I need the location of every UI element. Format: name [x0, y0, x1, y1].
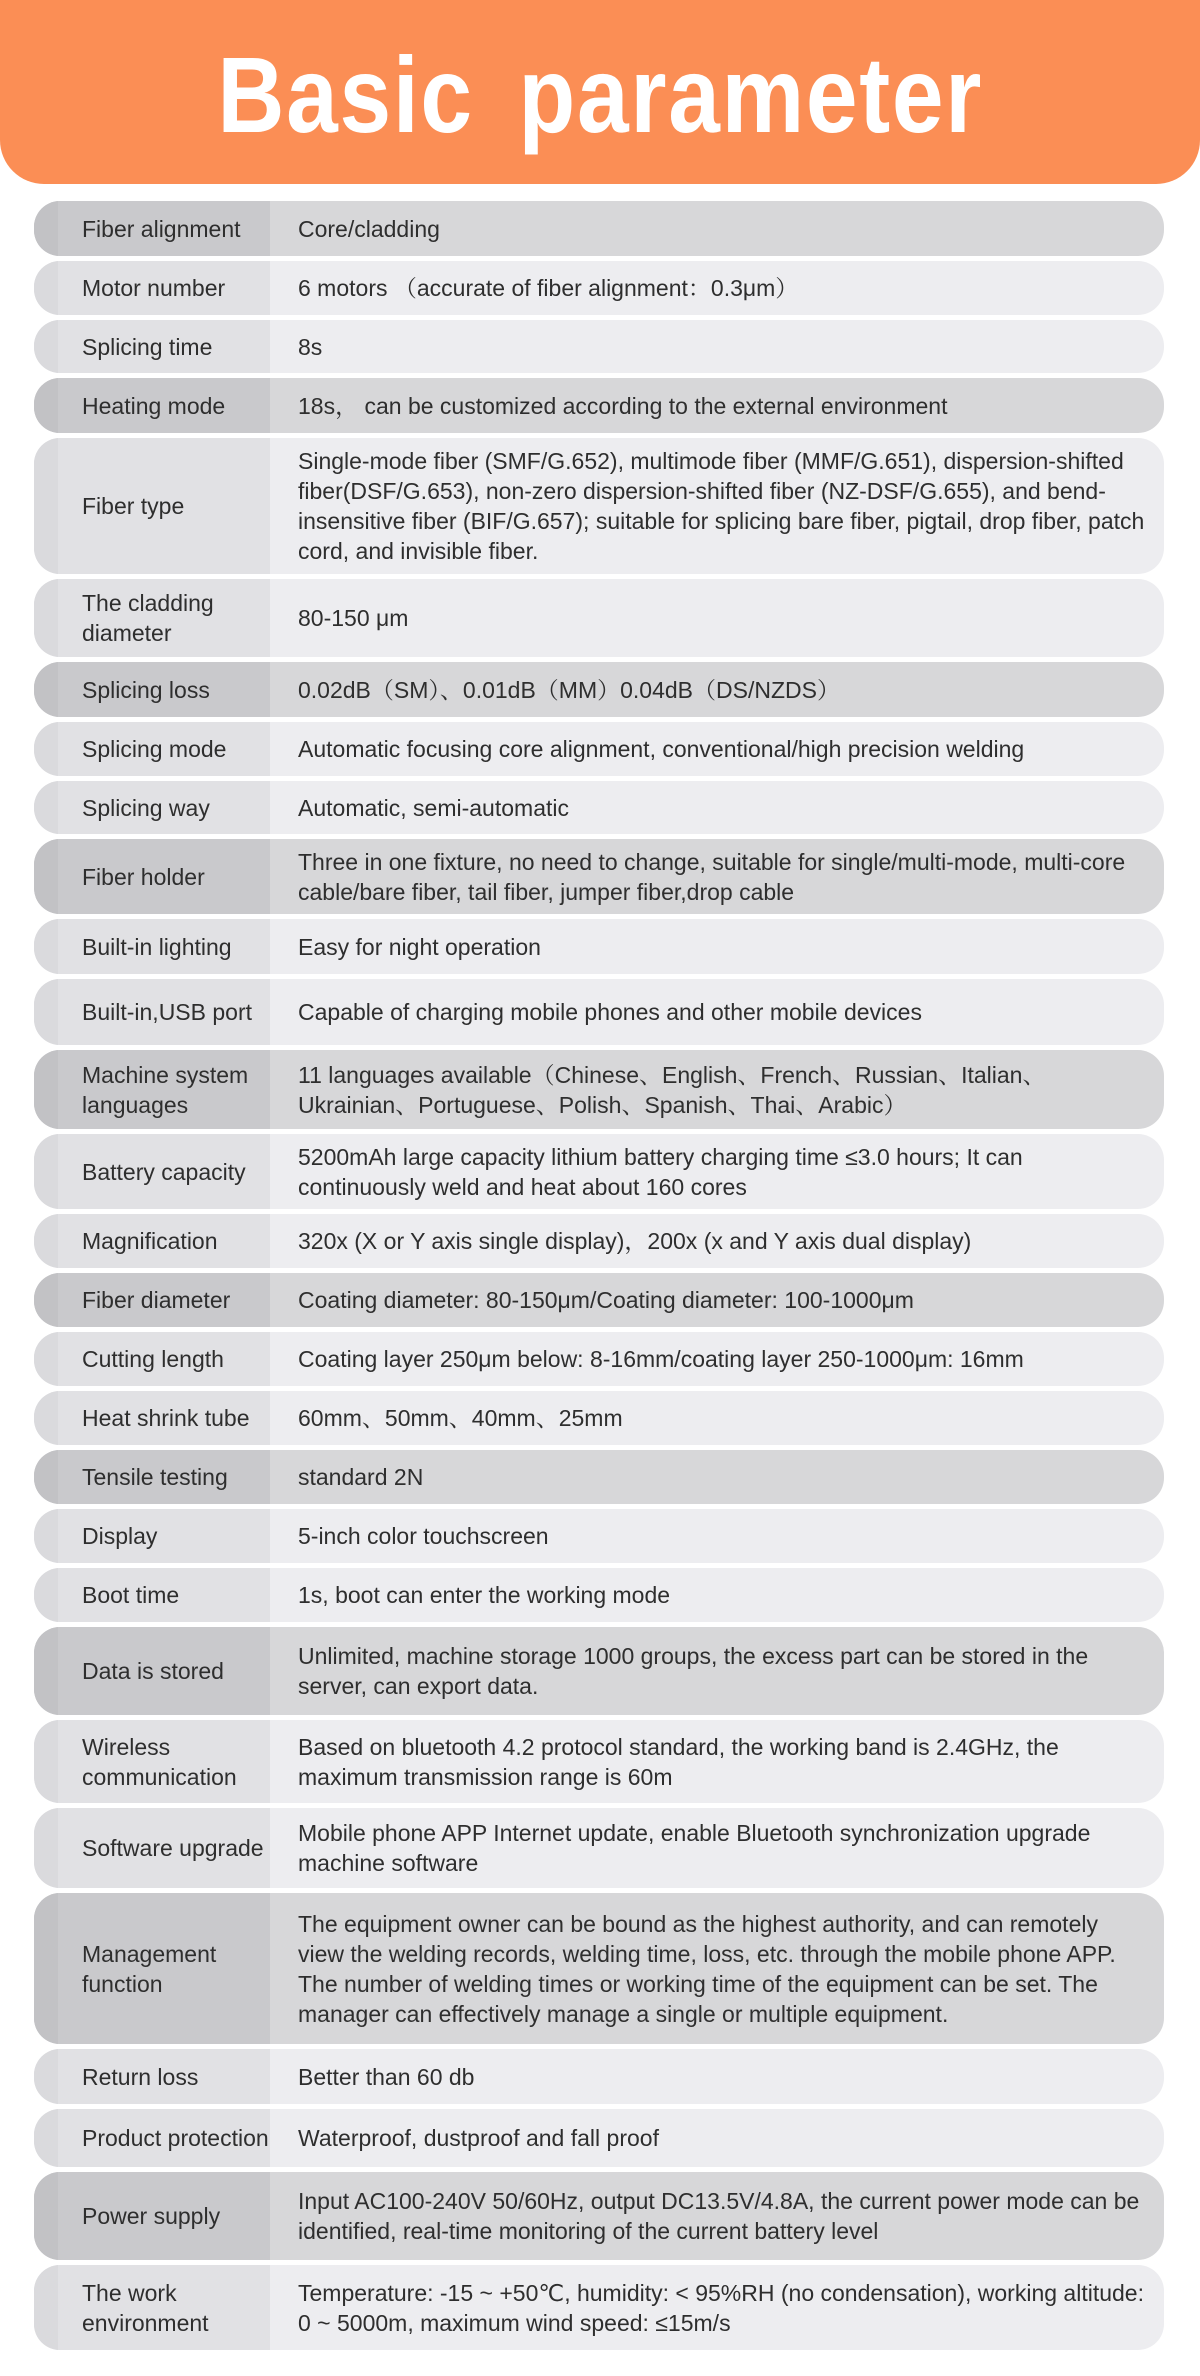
parameter-label: Splicing loss: [82, 676, 210, 703]
parameter-label: Management function: [82, 1940, 217, 1997]
parameter-label: Splicing way: [82, 794, 210, 821]
table-row: [34, 261, 1164, 315]
parameter-value: Automatic focusing core alignment, conventional/high precision welding: [298, 736, 1025, 762]
table-row: [34, 320, 1164, 373]
row-accent-stripe: [34, 320, 58, 373]
table-row: [34, 1720, 1164, 1803]
parameter-label: Heat shrink tube: [82, 1405, 250, 1431]
parameter-label: The cladding diameter: [82, 590, 214, 646]
row-accent-stripe: [34, 438, 58, 574]
table-row: [34, 378, 1164, 433]
parameter-label: Fiber diameter: [82, 1287, 231, 1313]
table-row: [34, 1893, 1164, 2044]
table-row: [34, 201, 1164, 256]
table-row: [34, 2172, 1164, 2260]
parameter-value: Unlimited, machine storage 1000 groups, the excess part can be stored in the server, can export data.: [298, 1643, 1089, 1699]
parameter-label: Battery capacity: [82, 1158, 246, 1185]
parameter-value: 6 motors （accurate of fiber alignment：0.3μm）: [298, 275, 799, 301]
parameter-label: Display: [82, 1523, 158, 1549]
parameter-value: 60mm、50mm、40mm、25mm: [298, 1405, 623, 1431]
parameter-value: Easy for night operation: [298, 933, 541, 960]
parameter-value: Capable of charging mobile phones and other mobile devices: [298, 999, 922, 1025]
parameter-label: Cutting length: [82, 1346, 224, 1372]
title-banner: [0, 0, 1200, 184]
table-row: [34, 438, 1164, 574]
row-accent-stripe: [34, 2109, 58, 2167]
parameter-label: Built-in,USB port: [82, 999, 253, 1025]
row-accent-stripe: [34, 1450, 58, 1504]
parameter-value: 1s, boot can enter the working mode: [298, 1582, 671, 1608]
parameter-value: 18s， can be customized according to the external environment: [298, 392, 948, 419]
parameter-value: standard 2N: [298, 1464, 424, 1490]
parameter-value: 8s: [298, 333, 323, 360]
parameter-label: Fiber alignment: [82, 215, 241, 242]
row-accent-stripe: [34, 1332, 58, 1386]
parameter-label: Power supply: [82, 2203, 221, 2229]
parameter-label: Tensile testing: [82, 1464, 228, 1490]
parameter-label: Fiber type: [82, 493, 185, 519]
table-row: [34, 1391, 1164, 1445]
table-row: [34, 722, 1164, 776]
parameter-label: Fiber holder: [82, 863, 205, 890]
parameter-value: Single-mode fiber (SMF/G.652), multimode fiber (MMF/G.651), dispersion-shifted fiber(DSF/G.653), non-zero dispersion-shifted fiber (NZ-DSF/G.655), and bend-insensitive fiber (BIF/G.657); suitable for splicing bare fiber, pigtail, drop fiber, patch cord, and invisible fiber.: [298, 448, 1145, 564]
row-accent-stripe: [34, 1568, 58, 1622]
parameter-label: Motor number: [82, 275, 226, 301]
parameter-value: 5-inch color touchscreen: [298, 1523, 549, 1549]
parameter-label: Return loss: [82, 2063, 199, 2090]
parameter-table: [34, 201, 1164, 2355]
table-row: [34, 979, 1164, 1045]
row-accent-stripe: [34, 979, 58, 1045]
table-row: [34, 2265, 1164, 2350]
parameter-label: Software upgrade: [82, 1835, 264, 1861]
row-accent-stripe: [34, 2265, 58, 2350]
table-row: [34, 1332, 1164, 1386]
row-accent-stripe: [34, 2172, 58, 2260]
parameter-label: Magnification: [82, 1228, 218, 1254]
row-accent-stripe: [34, 1134, 58, 1209]
table-row: [34, 1808, 1164, 1888]
parameter-label: Machine system languages: [82, 1061, 249, 1118]
table-row: [34, 2109, 1164, 2167]
row-accent-stripe: [34, 1720, 58, 1803]
parameter-label: Data is stored: [82, 1658, 224, 1684]
parameter-value: Temperature: -15 ~ +50℃, humidity: < 95%RH (no condensation), working altitude: 0 ~ 5000m, maximum wind speed: ≤15m/s: [298, 2279, 1144, 2336]
parameter-value: 80-150 μm: [298, 605, 409, 631]
parameter-label: Splicing mode: [82, 736, 227, 762]
table-row: [34, 662, 1164, 717]
row-accent-stripe: [34, 662, 58, 717]
table-row: [34, 839, 1164, 914]
parameter-value: 320x (X or Y axis single display)，200x (x and Y axis dual display): [298, 1228, 972, 1254]
row-accent-stripe: [34, 1509, 58, 1563]
parameter-label: Heating mode: [82, 392, 226, 419]
row-accent-stripe: [34, 1391, 58, 1445]
parameter-value: Coating layer 250μm below: 8-16mm/coating layer 250-1000μm: 16mm: [298, 1346, 1024, 1372]
table-row: [34, 579, 1164, 657]
table-row: [34, 1509, 1164, 1563]
parameter-value: 11 languages available（Chinese、English、French、Russian、Italian、Ukrainian、Portuguese、Polish、Spanish、Thai、Arabic）: [298, 1061, 1046, 1118]
row-accent-stripe: [34, 579, 58, 657]
row-accent-stripe: [34, 1627, 58, 1715]
row-accent-stripe: [34, 1050, 58, 1129]
parameter-value: Three in one fixture, no need to change, suitable for single/multi-mode, multi-core cable/bare fiber, tail fiber, jumper fiber,drop cable: [298, 848, 1126, 905]
row-accent-stripe: [34, 1808, 58, 1888]
parameter-label: Boot time: [82, 1582, 180, 1608]
row-accent-stripe: [34, 261, 58, 315]
table-row: [34, 2049, 1164, 2104]
parameter-value: Coating diameter: 80-150μm/Coating diameter: 100-1000μm: [298, 1287, 914, 1313]
table-row: [34, 1450, 1164, 1504]
parameter-value: Input AC100-240V 50/60Hz, output DC13.5V/4.8A, the current power mode can be identified, real-time monitoring of the current battery level: [298, 2188, 1140, 2244]
parameter-value: Better than 60 db: [298, 2063, 475, 2090]
row-accent-stripe: [34, 1273, 58, 1327]
row-accent-stripe: [34, 2049, 58, 2104]
parameter-value: 5200mAh large capacity lithium battery charging time ≤3.0 hours; It can continuously weld and heat about 160 cores: [298, 1143, 1023, 1200]
table-row: [34, 1134, 1164, 1209]
row-accent-stripe: [34, 378, 58, 433]
table-row: [34, 1050, 1164, 1129]
row-accent-stripe: [34, 722, 58, 776]
row-accent-stripe: [34, 781, 58, 834]
parameter-label: The work environment: [82, 2279, 209, 2336]
table-row: [34, 1214, 1164, 1268]
parameter-label: Built-in lighting: [82, 933, 232, 960]
row-accent-stripe: [34, 201, 58, 256]
parameter-value: Waterproof, dustproof and fall proof: [298, 2125, 659, 2151]
parameter-label: Wireless communication: [82, 1733, 237, 1790]
parameter-value: Automatic, semi-automatic: [298, 794, 569, 821]
table-row: [34, 919, 1164, 974]
parameter-value: Core/cladding: [298, 215, 440, 242]
parameter-value: Mobile phone APP Internet update, enable Bluetooth synchronization upgrade machine software: [298, 1820, 1091, 1876]
parameter-value: The equipment owner can be bound as the highest authority, and can remotely view the welding records, welding time, loss, etc. through the mobile phone APP. The number of welding times or working time of the equipment can be set. The manager can effectively manage a single or multiple equipment.: [298, 1910, 1116, 2027]
parameter-value: 0.02dB（SM）、0.01dB（MM）0.04dB（DS/NZDS）: [298, 676, 840, 703]
parameter-label: Product protection: [82, 2125, 269, 2151]
parameter-value: Based on bluetooth 4.2 protocol standard, the working band is 2.4GHz, the maximum transmission range is 60m: [298, 1733, 1059, 1790]
page-title: Basic parameter: [217, 33, 983, 155]
row-accent-stripe: [34, 1893, 58, 2044]
row-accent-stripe: [34, 919, 58, 974]
row-accent-stripe: [34, 839, 58, 914]
table-row: [34, 1627, 1164, 1715]
parameter-label: Splicing time: [82, 333, 213, 360]
table-row: [34, 781, 1164, 834]
table-row: [34, 1568, 1164, 1622]
table-row: [34, 1273, 1164, 1327]
row-accent-stripe: [34, 1214, 58, 1268]
